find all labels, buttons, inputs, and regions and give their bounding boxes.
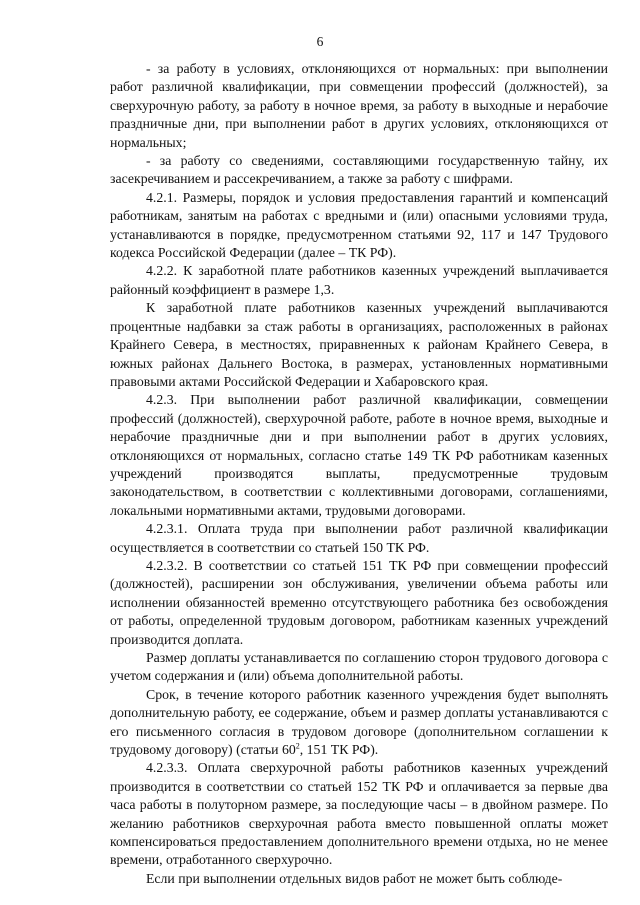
- paragraph-continued: Если при выполнении отдельных видов работ не может быть соблюде-: [146, 870, 563, 886]
- paragraph-northern-allowances: К заработной плате работников казенных учреждений выплачиваются процентные надбавки за стаж работы в организациях, расположенных в районах Крайнего Севера, в местностях, приравненных к районам Крайнего Севера, в южных районах Дальнего Востока, в размерах, установленных нормативными правовыми актами Российской Федерации и Хабаровского края.: [110, 300, 608, 389]
- paragraph-surcharge-size: Размер доплаты устанавливается по соглашению сторон трудового договора с учетом содержания и (или) объема дополнительной работы.: [110, 650, 608, 684]
- paragraph-4-2-3-2: 4.2.3.2. В соответствии со статьей 151 ТК РФ при совмещении профессий (должностей), расширении зон обслуживания, увеличении объема работы или исполнении обязанностей временно отсутствующего работника без освобождения от работы, определенной трудовым договором, работникам казенных учреждений производится доплата.: [110, 557, 608, 647]
- paragraph-4-2-3-3: 4.2.3.3. Оплата сверхурочной работы работников казенных учреждений производится в соответствии со статьей 152 ТК РФ и оплачивается за первые два часа работы в полуторном размере, за последующие часы – в двойном размере. По желанию работников сверхурочная работа вместо повышенной оплаты может компенсироваться предоставлением дополнительного времени отдыха, но не менее времени, отработанного сверхурочно.: [110, 760, 608, 868]
- paragraph-state-secret: - за работу со сведениями, составляющими государственную тайну, их засекречиванием и рассекречиванием, а также за работу с шифрами.: [110, 153, 608, 187]
- paragraph-term: [110, 686, 608, 760]
- paragraph-4-2-3: 4.2.3. При выполнении работ различной квалификации, совмещении профессий (должностей), сверхурочной работе, работе в ночное время, выходные и нерабочие праздничные дни и при выполнении работ в других условиях, отклоняющихся от нормальных, согласно статье 149 ТК РФ работникам казенных учреждений производятся выплаты, предусмотренные трудовым законодательством, в соответствии с коллективными договорами, соглашениями, локальными нормативными актами, трудовыми договорами.: [110, 392, 608, 518]
- article-superscript: 2: [295, 741, 300, 751]
- document-body: [110, 60, 608, 888]
- paragraph-term-text: Срок, в течение которого работник казенного учреждения будет выполнять дополнительную работу, ее содержание, объем и размер доплаты устанавливаются с его письменного согласия в трудовом договоре (дополнительном соглашении к трудовому договору) (статьи 60: [110, 686, 608, 758]
- paragraph-extra-conditions: - за работу в условиях, отклоняющихся от нормальных: при выполнении работ различной квалификации, при совмещении профессий (должностей), за сверхурочную работу, за работу в ночное время, за работу в выходные и нерабочие праздничные дни, при выполнении работ в других условиях, отклоняющихся от нормальных;: [110, 61, 608, 150]
- paragraph-term-end: , 151 ТК РФ).: [299, 742, 379, 758]
- paragraph-4-2-3-1: 4.2.3.1. Оплата труда при выполнении работ различной квалификации осуществляется в соответствии со статьей 150 ТК РФ.: [110, 521, 608, 555]
- paragraph-4-2-2: 4.2.2. К заработной плате работников казенных учреждений выплачивается районный коэффициент в размере 1,3.: [110, 263, 608, 297]
- page-number: 6: [316, 34, 324, 49]
- paragraph-4-2-1: 4.2.1. Размеры, порядок и условия предоставления гарантий и компенсаций работникам, занятым на работах с вредными и (или) опасными условиями труда, устанавливаются в порядке, предусмотренном статьями 92, 117 и 147 Трудового кодекса Российской Федерации (далее – ТК РФ).: [110, 189, 608, 261]
